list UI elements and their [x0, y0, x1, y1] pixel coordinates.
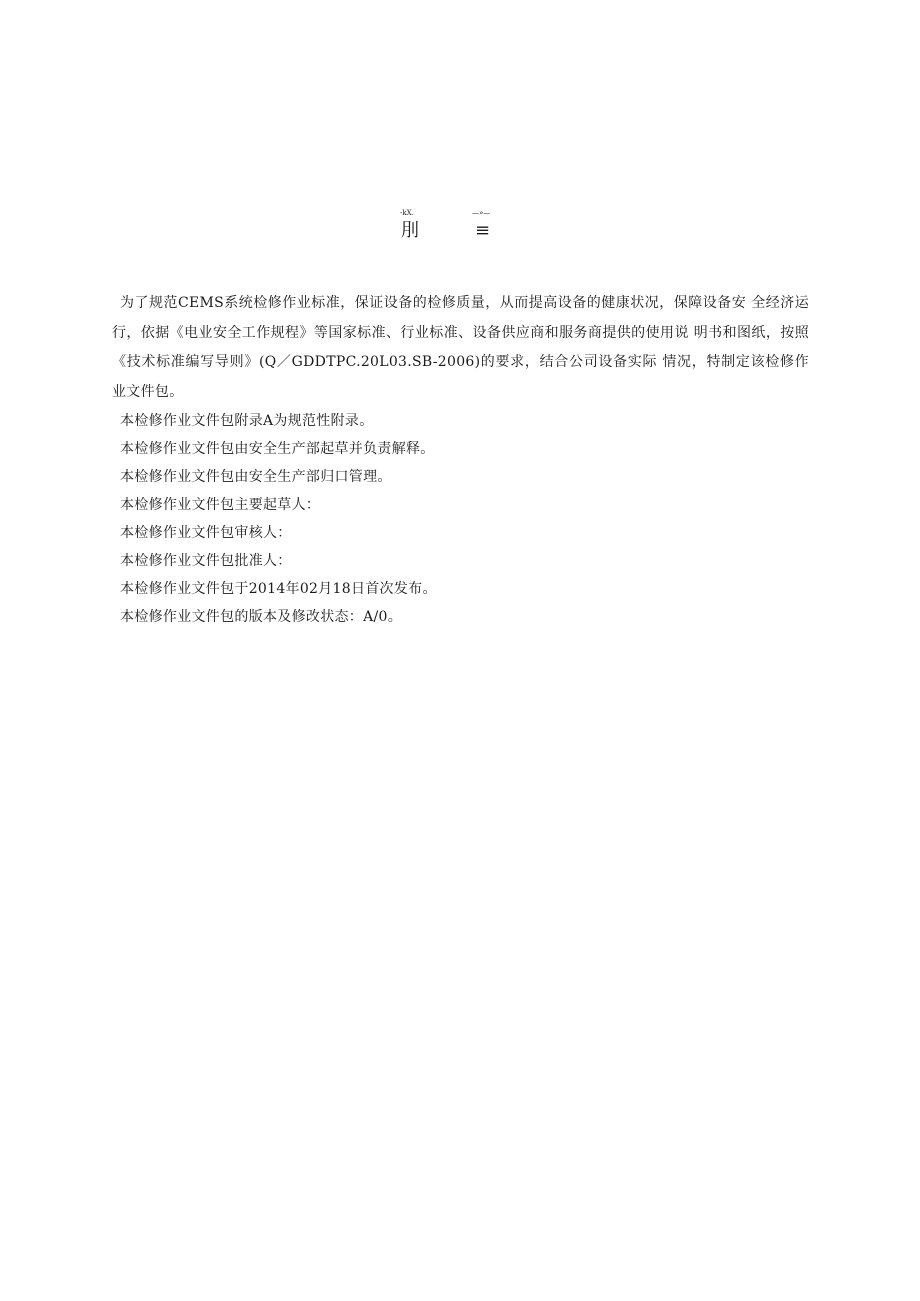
heading-right-char: ≡ [475, 220, 491, 241]
preface-body [112, 289, 809, 631]
heading-left-small-mark: -kX. [400, 209, 414, 217]
version-status-line: 本检修作业文件包的版本及修改状态：A/0。 [120, 609, 403, 625]
preface-heading [0, 204, 920, 250]
appendix-statement: 本检修作业文件包附录A为规范性附录。 [120, 413, 374, 429]
heading-right-small-mark: —»— [472, 209, 491, 217]
reviewer-line: 本检修作业文件包审核人： [120, 525, 292, 541]
drafting-statement: 本检修作业文件包由安全生产部起草并负责解释。 [120, 441, 435, 457]
intro-paragraph: 为了规范CEMS系统检修作业标准，保证设备的检修质量，从而提高设备的健康状况，保障设备安 全经济运行，依据《电业安全工作规程》等国家标准、行业标准、设备供应商和服务商提供的使用说 明书和图纸，按照《技术标准编写导则》(Q／GDDTPC.20L03.SB-2006)的要求，结合公司设备实际 情况，特制定该检修作业文件包。 [112, 295, 809, 400]
heading-left-char: 刖 [401, 220, 419, 241]
release-date-line: 本检修作业文件包于2014年02月18日首次发布。 [120, 581, 437, 597]
management-statement: 本检修作业文件包由安全生产部归口管理。 [120, 469, 392, 485]
main-drafter-line: 本检修作业文件包主要起草人： [120, 497, 321, 513]
approver-line: 本检修作业文件包批准人： [120, 553, 292, 569]
